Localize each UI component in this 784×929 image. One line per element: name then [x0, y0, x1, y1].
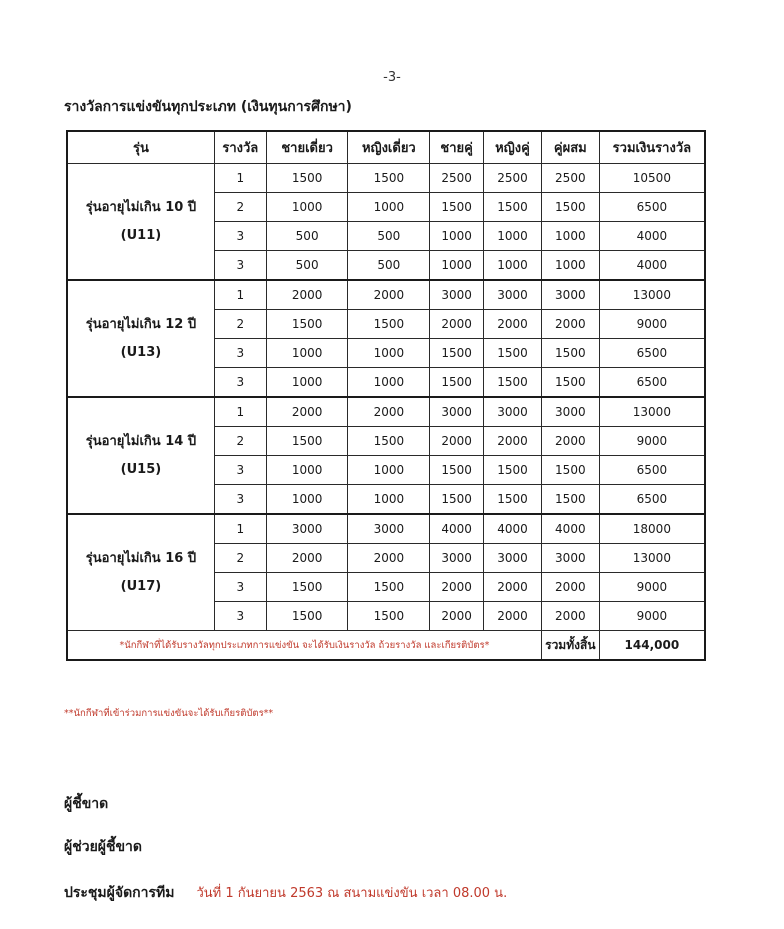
prize-cell: 2000 [430, 602, 484, 631]
prize-cell: 1500 [266, 164, 348, 193]
prize-cell: 1000 [266, 368, 348, 398]
team-meeting-detail: วันที่ 1 กันยายน 2563 ณ สนามแข่งขัน เวลา 08.00 น. [196, 886, 508, 901]
prize-cell: 1500 [266, 602, 348, 631]
prize-cell: 500 [266, 222, 348, 251]
total-cell: 9000 [599, 427, 705, 456]
header-mens-doubles: ชายคู่ [430, 131, 484, 164]
prize-cell: 2000 [266, 544, 348, 573]
prize-cell: 1000 [348, 193, 430, 222]
prize-cell: 1500 [430, 339, 484, 368]
prize-cell: 2000 [348, 397, 430, 427]
division-cell [67, 280, 214, 397]
prize-cell: 4000 [541, 514, 599, 544]
prize-cell: 1500 [484, 339, 542, 368]
table-row [67, 514, 705, 544]
prize-cell: 1500 [348, 310, 430, 339]
team-meeting-line [64, 882, 507, 904]
rank-cell: 3 [214, 251, 266, 281]
prize-cell: 3000 [541, 544, 599, 573]
total-cell: 18000 [599, 514, 705, 544]
division-code: (U13) [120, 344, 162, 360]
prize-cell: 1500 [484, 193, 542, 222]
header-division: รุ่น [67, 131, 214, 164]
header-rank: รางวัล [214, 131, 266, 164]
prize-table-body [67, 164, 705, 631]
rank-cell: 2 [214, 427, 266, 456]
header-mixed-doubles: คู่ผสม [541, 131, 599, 164]
rank-cell: 2 [214, 193, 266, 222]
prize-cell: 1000 [484, 222, 542, 251]
prize-cell: 2000 [430, 427, 484, 456]
footer-note: *นักกีฬาที่ได้รับรางวัลทุกประเภทการแข่งขัน จะได้รับเงินรางวัล ถ้วยรางวัล และเกียรติบัตร* [67, 631, 541, 661]
prize-cell: 1000 [430, 251, 484, 281]
prize-cell: 3000 [348, 514, 430, 544]
rank-cell: 3 [214, 339, 266, 368]
prize-cell: 3000 [484, 397, 542, 427]
table-row [67, 280, 705, 310]
prize-cell: 1500 [266, 310, 348, 339]
prize-cell: 2000 [541, 310, 599, 339]
prize-cell: 1000 [484, 251, 542, 281]
division-code: (U15) [120, 461, 162, 477]
header-womens-doubles: หญิงคู่ [484, 131, 542, 164]
prize-cell: 2000 [266, 280, 348, 310]
prize-cell: 3000 [266, 514, 348, 544]
prize-cell: 1000 [266, 193, 348, 222]
referee-label: ผู้ชี้ขาด [64, 796, 109, 812]
prize-cell: 1500 [348, 164, 430, 193]
division-cell [67, 514, 214, 631]
total-cell: 6500 [599, 485, 705, 515]
rank-cell: 3 [214, 456, 266, 485]
prize-cell: 2500 [430, 164, 484, 193]
prize-cell: 1500 [541, 193, 599, 222]
prize-cell: 1500 [541, 339, 599, 368]
prize-cell: 1500 [430, 193, 484, 222]
prize-cell: 1500 [430, 456, 484, 485]
prize-cell: 1500 [541, 485, 599, 515]
total-cell: 9000 [599, 573, 705, 602]
header-mens-singles: ชายเดี่ยว [266, 131, 348, 164]
prize-cell: 1500 [484, 456, 542, 485]
prize-cell: 1000 [348, 485, 430, 515]
prize-cell: 2000 [541, 427, 599, 456]
prize-cell: 3000 [484, 544, 542, 573]
header-row [67, 131, 705, 164]
prize-cell: 4000 [430, 514, 484, 544]
footer-row [67, 631, 705, 661]
prize-cell: 1000 [266, 456, 348, 485]
prize-cell: 500 [348, 222, 430, 251]
total-cell: 10500 [599, 164, 705, 193]
rank-cell: 3 [214, 485, 266, 515]
prize-cell: 1500 [484, 368, 542, 398]
total-cell: 13000 [599, 280, 705, 310]
total-cell: 6500 [599, 193, 705, 222]
rank-cell: 2 [214, 310, 266, 339]
prize-cell: 1000 [348, 456, 430, 485]
prize-cell: 3000 [430, 397, 484, 427]
prize-cell: 2500 [484, 164, 542, 193]
rank-cell: 1 [214, 164, 266, 193]
prize-cell: 3000 [430, 544, 484, 573]
prize-cell: 3000 [541, 280, 599, 310]
prize-cell: 2000 [348, 280, 430, 310]
rank-cell: 1 [214, 514, 266, 544]
page-number: -3- [383, 70, 401, 85]
prize-cell: 1500 [484, 485, 542, 515]
prize-cell: 500 [348, 251, 430, 281]
division-name: รุ่นอายุไม่เกิน 16 ปี [85, 550, 197, 566]
grand-total-value: 144,000 [599, 631, 705, 661]
total-cell: 6500 [599, 339, 705, 368]
prize-table [66, 130, 706, 661]
prize-cell: 1500 [266, 427, 348, 456]
prize-cell: 2500 [541, 164, 599, 193]
team-meeting-label: ประชุมผู้จัดการทีม [64, 885, 175, 901]
prize-cell: 1500 [430, 485, 484, 515]
rank-cell: 3 [214, 222, 266, 251]
total-cell: 6500 [599, 456, 705, 485]
table-row [67, 397, 705, 427]
assistant-referee-label: ผู้ช่วยผู้ชี้ขาด [64, 839, 142, 855]
grand-total-label: รวมทั้งสิ้น [541, 631, 599, 661]
rank-cell: 1 [214, 397, 266, 427]
prize-cell: 3000 [430, 280, 484, 310]
participation-note: **นักกีฬาที่เข้าร่วมการแข่งขันจะได้รับเกียรติบัตร** [64, 708, 274, 719]
division-name: รุ่นอายุไม่เกิน 12 ปี [85, 316, 197, 332]
rank-cell: 2 [214, 544, 266, 573]
division-cell [67, 164, 214, 281]
header-womens-singles: หญิงเดี่ยว [348, 131, 430, 164]
division-code: (U17) [120, 578, 162, 594]
division-code: (U11) [120, 227, 162, 243]
total-cell: 9000 [599, 602, 705, 631]
prize-cell: 1500 [348, 602, 430, 631]
prize-cell: 3000 [541, 397, 599, 427]
prize-cell: 2000 [484, 310, 542, 339]
prize-cell: 2000 [430, 310, 484, 339]
total-cell: 6500 [599, 368, 705, 398]
prize-cell: 1500 [541, 368, 599, 398]
prize-cell: 500 [266, 251, 348, 281]
prize-cell: 1000 [541, 222, 599, 251]
prize-cell: 2000 [266, 397, 348, 427]
prize-cell: 2000 [484, 573, 542, 602]
header-total-prize: รวมเงินรางวัล [599, 131, 705, 164]
rank-cell: 3 [214, 368, 266, 398]
prize-cell: 1500 [348, 573, 430, 602]
rank-cell: 3 [214, 602, 266, 631]
prize-cell: 1500 [541, 456, 599, 485]
prize-cell: 1000 [266, 339, 348, 368]
prize-cell: 1000 [348, 368, 430, 398]
division-cell [67, 397, 214, 514]
prize-cell: 3000 [484, 280, 542, 310]
total-cell: 13000 [599, 397, 705, 427]
document-title: รางวัลการแข่งขันทุกประเภท (เงินทุนการศึกษา) [64, 99, 352, 115]
total-cell: 9000 [599, 310, 705, 339]
prize-cell: 1000 [541, 251, 599, 281]
table-row [67, 164, 705, 193]
rank-cell: 3 [214, 573, 266, 602]
prize-cell: 2000 [484, 602, 542, 631]
prize-cell: 1000 [430, 222, 484, 251]
division-name: รุ่นอายุไม่เกิน 14 ปี [85, 433, 197, 449]
rank-cell: 1 [214, 280, 266, 310]
prize-cell: 2000 [348, 544, 430, 573]
total-cell: 4000 [599, 251, 705, 281]
prize-cell: 1000 [348, 339, 430, 368]
total-cell: 4000 [599, 222, 705, 251]
prize-cell: 2000 [541, 573, 599, 602]
prize-cell: 2000 [430, 573, 484, 602]
prize-cell: 4000 [484, 514, 542, 544]
prize-cell: 1500 [348, 427, 430, 456]
prize-cell: 1500 [266, 573, 348, 602]
division-name: รุ่นอายุไม่เกิน 10 ปี [85, 199, 197, 215]
prize-cell: 1500 [430, 368, 484, 398]
total-cell: 13000 [599, 544, 705, 573]
prize-cell: 2000 [484, 427, 542, 456]
prize-cell: 1000 [266, 485, 348, 515]
prize-cell: 2000 [541, 602, 599, 631]
